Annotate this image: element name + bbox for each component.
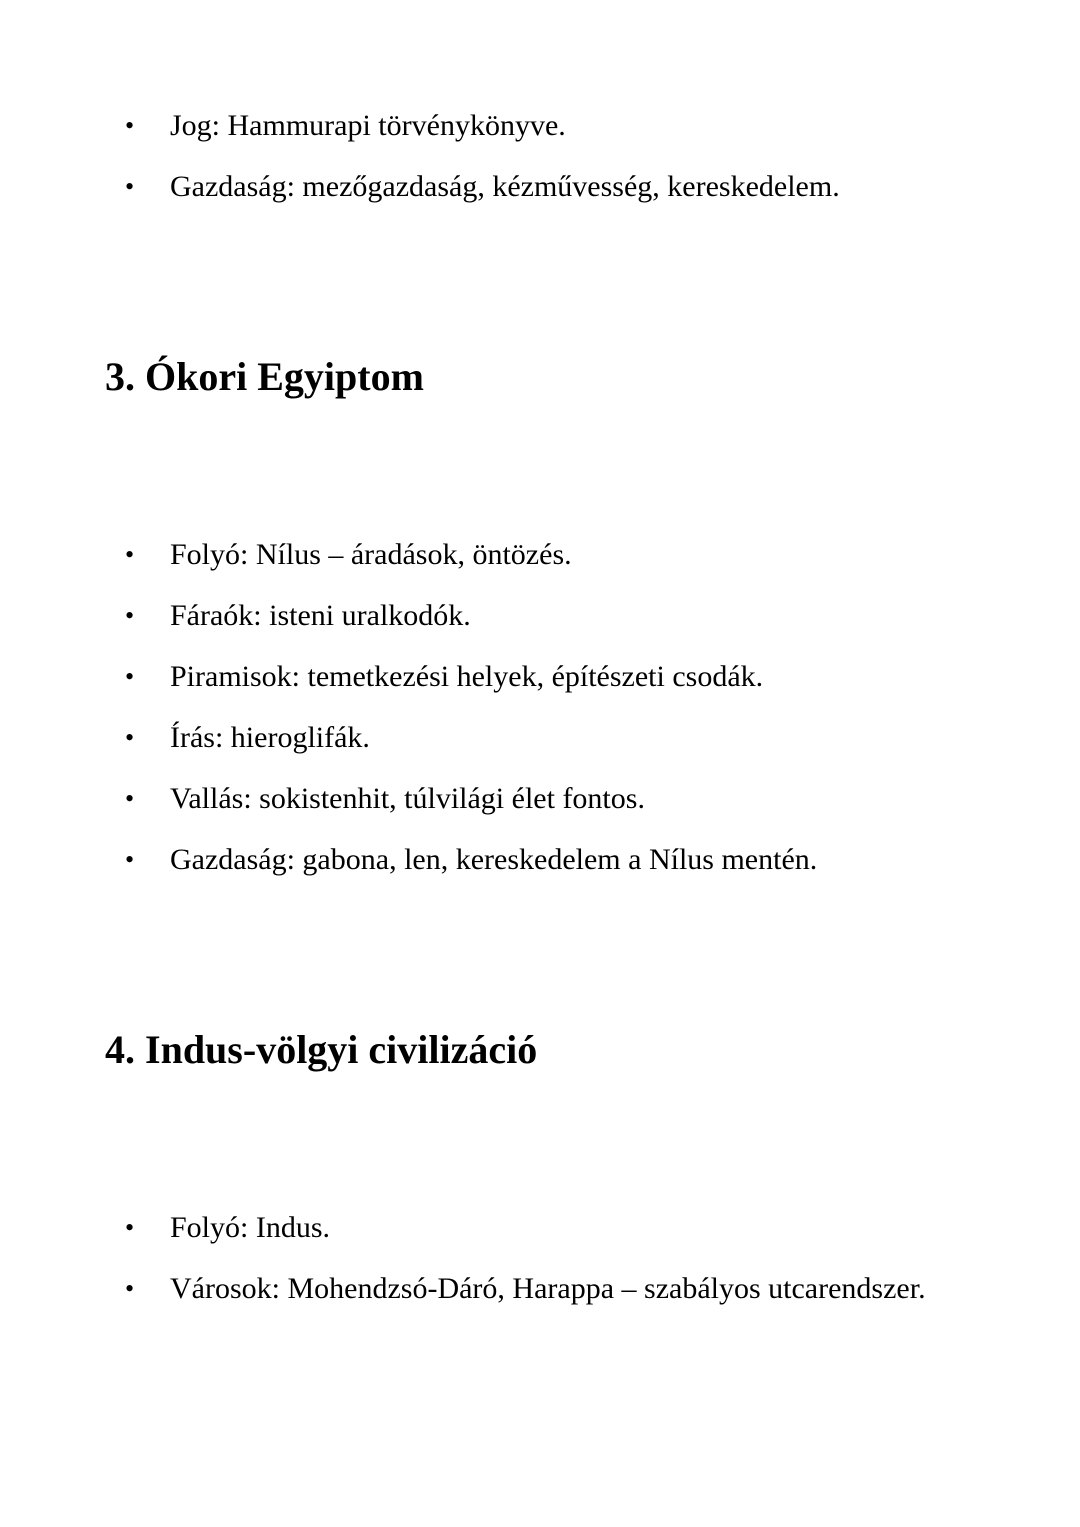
bullet-icon: • — [125, 601, 135, 630]
bullet-list — [105, 105, 945, 208]
list-item — [105, 839, 945, 881]
list-item-text: Piramisok: temetkezési helyek, építészeti csodák. — [170, 660, 764, 693]
section-mesopotamia-continued — [105, 105, 945, 208]
bullet-icon: • — [125, 172, 135, 201]
bullet-icon: • — [125, 784, 135, 813]
list-item — [105, 166, 945, 208]
list-item-text: Gazdaság: gabona, len, kereskedelem a Nílus mentén. — [170, 843, 818, 876]
list-item — [105, 778, 945, 820]
bullet-icon: • — [125, 723, 135, 752]
bullet-icon: • — [125, 540, 135, 569]
list-item — [105, 534, 945, 576]
list-item — [105, 595, 945, 637]
list-item — [105, 717, 945, 759]
list-item-text: Folyó: Indus. — [170, 1211, 331, 1244]
section-okori-egyiptom — [105, 353, 945, 881]
list-item-text: Vallás: sokistenhit, túlvilági élet fontos. — [170, 782, 645, 815]
bullet-icon: • — [125, 1274, 135, 1303]
section-indus-volgyi — [105, 1026, 945, 1310]
section-heading: 3. Ókori Egyiptom — [105, 354, 424, 399]
bullet-icon: • — [125, 111, 135, 140]
bullet-list — [105, 534, 945, 881]
bullet-icon: • — [125, 1213, 135, 1242]
bullet-icon: • — [125, 845, 135, 874]
list-item-text: Folyó: Nílus – áradások, öntözés. — [170, 538, 572, 571]
list-item — [105, 105, 945, 147]
list-item-text: Jog: Hammurapi törvénykönyve. — [170, 109, 566, 142]
bullet-icon: • — [125, 662, 135, 691]
section-heading: 4. Indus-völgyi civilizáció — [105, 1027, 538, 1072]
list-item — [105, 1207, 945, 1249]
bullet-list — [105, 1207, 945, 1310]
list-item-text: Városok: Mohendzsó-Dáró, Harappa – szabályos utcarendszer. — [170, 1272, 926, 1305]
list-item-text: Írás: hieroglifák. — [170, 721, 370, 754]
list-item-text: Gazdaság: mezőgazdaság, kézművesség, kereskedelem. — [170, 170, 840, 203]
list-item — [105, 656, 945, 698]
list-item — [105, 1268, 945, 1310]
list-item-text: Fáraók: isteni uralkodók. — [170, 599, 471, 632]
